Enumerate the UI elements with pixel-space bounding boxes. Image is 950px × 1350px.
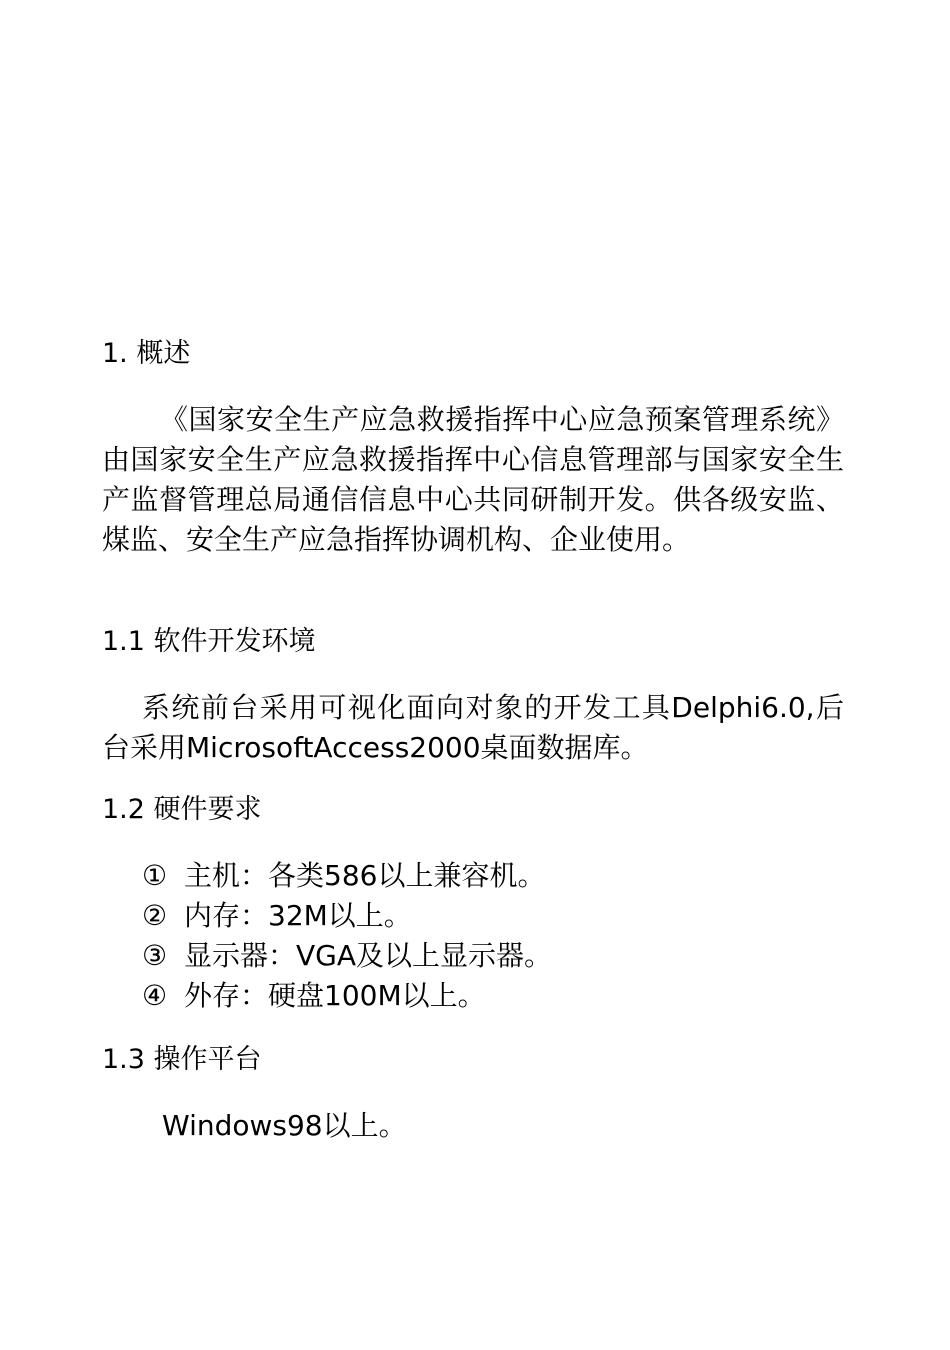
hardware-item-text: 主机：各类586以上兼容机。 — [184, 859, 546, 892]
hardware-item — [142, 856, 552, 896]
hardware-item-number: ③ — [142, 939, 168, 972]
hardware-item-number: ① — [142, 859, 168, 892]
platform-text: Windows98以上。 — [162, 1109, 407, 1142]
hardware-item — [142, 896, 552, 936]
hardware-item-text: 内存：32M以上。 — [184, 899, 412, 932]
hardware-item-number: ② — [142, 899, 168, 932]
overview-paragraph: 《国家安全生产应急救援指挥中心应急预案管理系统》由国家安全生产应急救援指挥中心信息管理部与国家安全生产监督管理总局通信信息中心共同研制开发。供各级安监、煤监、安全生产应急指挥协调机构、企业使用。 — [102, 403, 844, 556]
hardware-item — [142, 936, 552, 976]
hardware-item — [142, 976, 552, 1016]
software-paragraph: 系统前台采用可视化面向对象的开发工具Delphi6.0,后台采用MicrosoftAccess2000桌面数据库。 — [102, 691, 844, 764]
hardware-item-text: 显示器：VGA及以上显示器。 — [184, 939, 553, 972]
section-heading-overview: 1. 概述 — [102, 338, 191, 369]
section-heading-platform: 1.3 操作平台 — [102, 1044, 262, 1075]
section-heading-hardware: 1.2 硬件要求 — [102, 794, 262, 825]
hardware-list — [142, 856, 552, 1016]
hardware-item-text: 外存：硬盘100M以上。 — [184, 979, 486, 1012]
section-heading-software: 1.1 软件开发环境 — [102, 626, 316, 657]
hardware-item-number: ④ — [142, 979, 168, 1012]
